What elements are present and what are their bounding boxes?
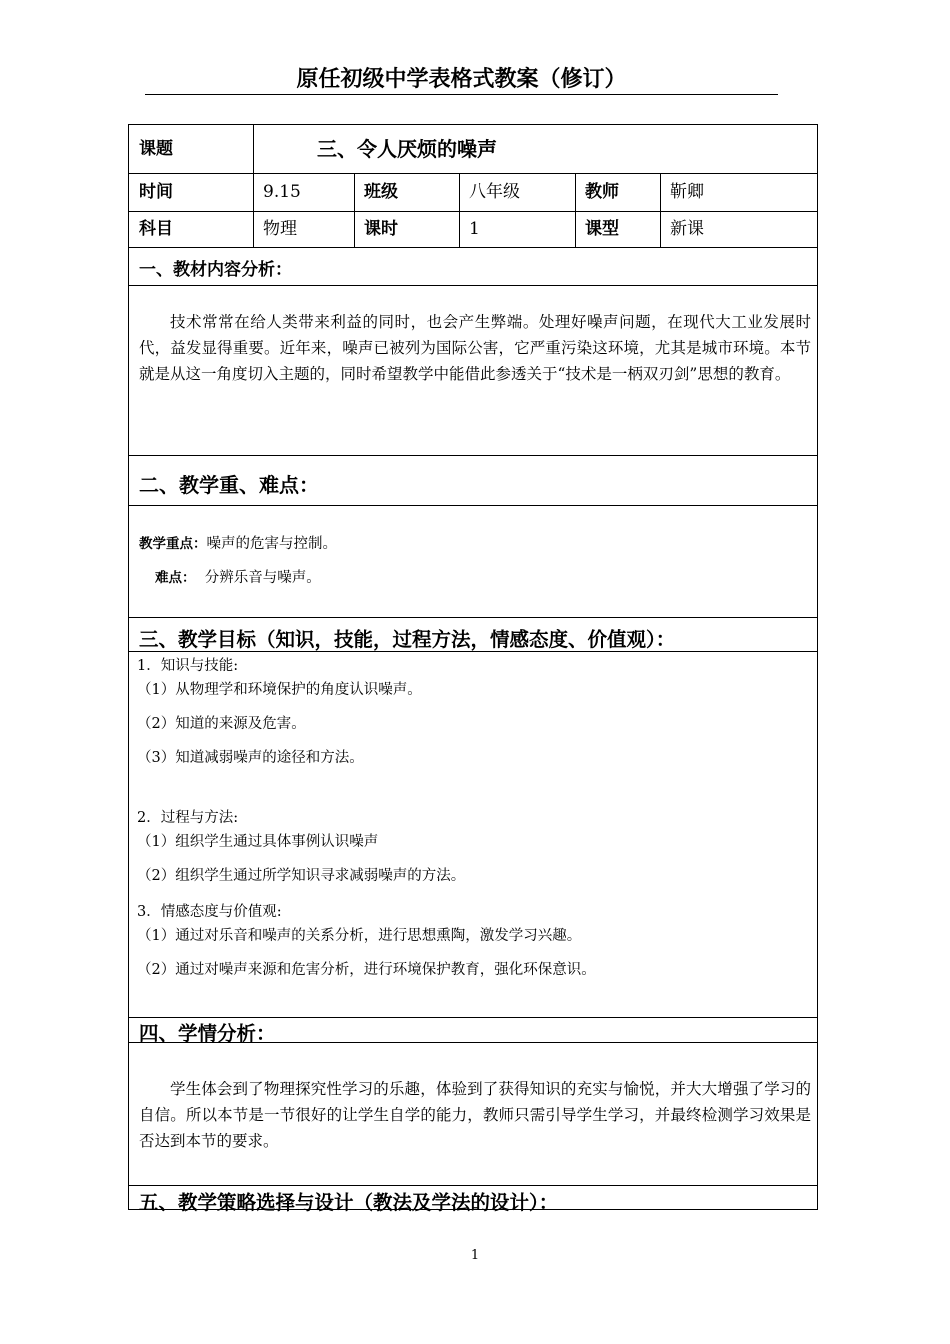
hours-value: 1 bbox=[469, 219, 480, 239]
type-label: 课型 bbox=[585, 219, 619, 239]
goal-group-title: 2．过程与方法: bbox=[137, 810, 239, 826]
subject-label: 课题 bbox=[139, 139, 173, 159]
row-divider bbox=[129, 211, 817, 212]
document-title: 原任初级中学表格式教案（修订） bbox=[296, 67, 627, 92]
goal-group-title: 1．知识与技能: bbox=[137, 658, 239, 674]
class-value: 八年级 bbox=[469, 182, 520, 202]
teacher-value: 靳卿 bbox=[670, 182, 704, 202]
section-heading: 四、学情分析： bbox=[139, 1022, 276, 1045]
row-divider bbox=[129, 1185, 817, 1186]
column-divider bbox=[459, 173, 460, 247]
goal-item: （2）组织学生通过所学知识寻求减弱噪声的方法。 bbox=[137, 868, 466, 884]
row-divider bbox=[129, 247, 817, 248]
row-divider bbox=[129, 617, 817, 618]
class-label: 班级 bbox=[364, 182, 398, 202]
column-divider bbox=[575, 173, 576, 247]
column-divider bbox=[354, 173, 355, 247]
section-heading: 五、教学策略选择与设计（教法及学法的设计）： bbox=[139, 1191, 559, 1214]
type-value: 新课 bbox=[670, 219, 704, 239]
hours-label: 课时 bbox=[364, 219, 398, 239]
key-point-text: 噪声的危害与控制。 bbox=[206, 536, 337, 552]
goal-item: （3）知道减弱噪声的途径和方法。 bbox=[137, 750, 364, 766]
column-divider bbox=[253, 125, 254, 247]
row-divider bbox=[129, 455, 817, 456]
page-number: 1 bbox=[470, 1248, 480, 1263]
title-underline bbox=[145, 94, 778, 95]
section-paragraph: 技术常常在给人类带来利益的同时，也会产生弊端。处理好噪声问题，在现代大工业发展时代，益发显得重要。近年来，噪声已被列为国际公害，它严重污染这环境，尤其是城市环境。本节就是从这一角度切入主题的，同时希望教学中能借此参透关于“技术是一柄双刃剑”思想的教育。 bbox=[139, 313, 811, 383]
key-point-label: 教学重点： bbox=[139, 536, 207, 552]
row-divider bbox=[129, 173, 817, 174]
difficulty-label: 难点： bbox=[155, 570, 196, 586]
goal-item: （1）组织学生通过具体事例认识噪声 bbox=[137, 834, 379, 850]
section-heading: 二、教学重、难点： bbox=[139, 473, 319, 497]
time-value: 9.15 bbox=[263, 182, 301, 202]
section-paragraph: 学生体会到了物理探究性学习的乐趣，体验到了获得知识的充实与愉悦，并大大增强了学习的自信。所以本节是一节很好的让学生自学的能力，教师只需引导学生学习，并最终检测学习效果是否达到本节的要求。 bbox=[139, 1080, 811, 1150]
row-divider bbox=[129, 285, 817, 286]
course-value: 物理 bbox=[263, 219, 297, 239]
goal-item: （1）通过对乐音和噪声的关系分析，进行思想熏陶，激发学习兴趣。 bbox=[137, 928, 582, 944]
column-divider bbox=[660, 173, 661, 247]
goal-item: （1）从物理学和环境保护的角度认识噪声。 bbox=[137, 682, 422, 698]
goal-item: （2）知道的来源及危害。 bbox=[137, 716, 306, 732]
goal-group-title: 3．情感态度与价值观: bbox=[137, 904, 282, 920]
section-heading: 一、教材内容分析： bbox=[139, 260, 292, 280]
difficulty-text: 分辨乐音与噪声。 bbox=[204, 570, 321, 586]
lesson-subject: 三、令人厌烦的噪声 bbox=[317, 137, 497, 161]
row-divider bbox=[129, 505, 817, 506]
time-label: 时间 bbox=[139, 182, 173, 202]
course-label: 科目 bbox=[139, 219, 173, 239]
goal-item: （2）通过对噪声来源和危害分析，进行环境保护教育，强化环保意识。 bbox=[137, 962, 596, 978]
section-heading: 三、教学目标（知识，技能，过程方法，情感态度、价值观）： bbox=[139, 628, 676, 651]
teacher-label: 教师 bbox=[585, 182, 619, 202]
lesson-plan-table bbox=[128, 124, 818, 1214]
